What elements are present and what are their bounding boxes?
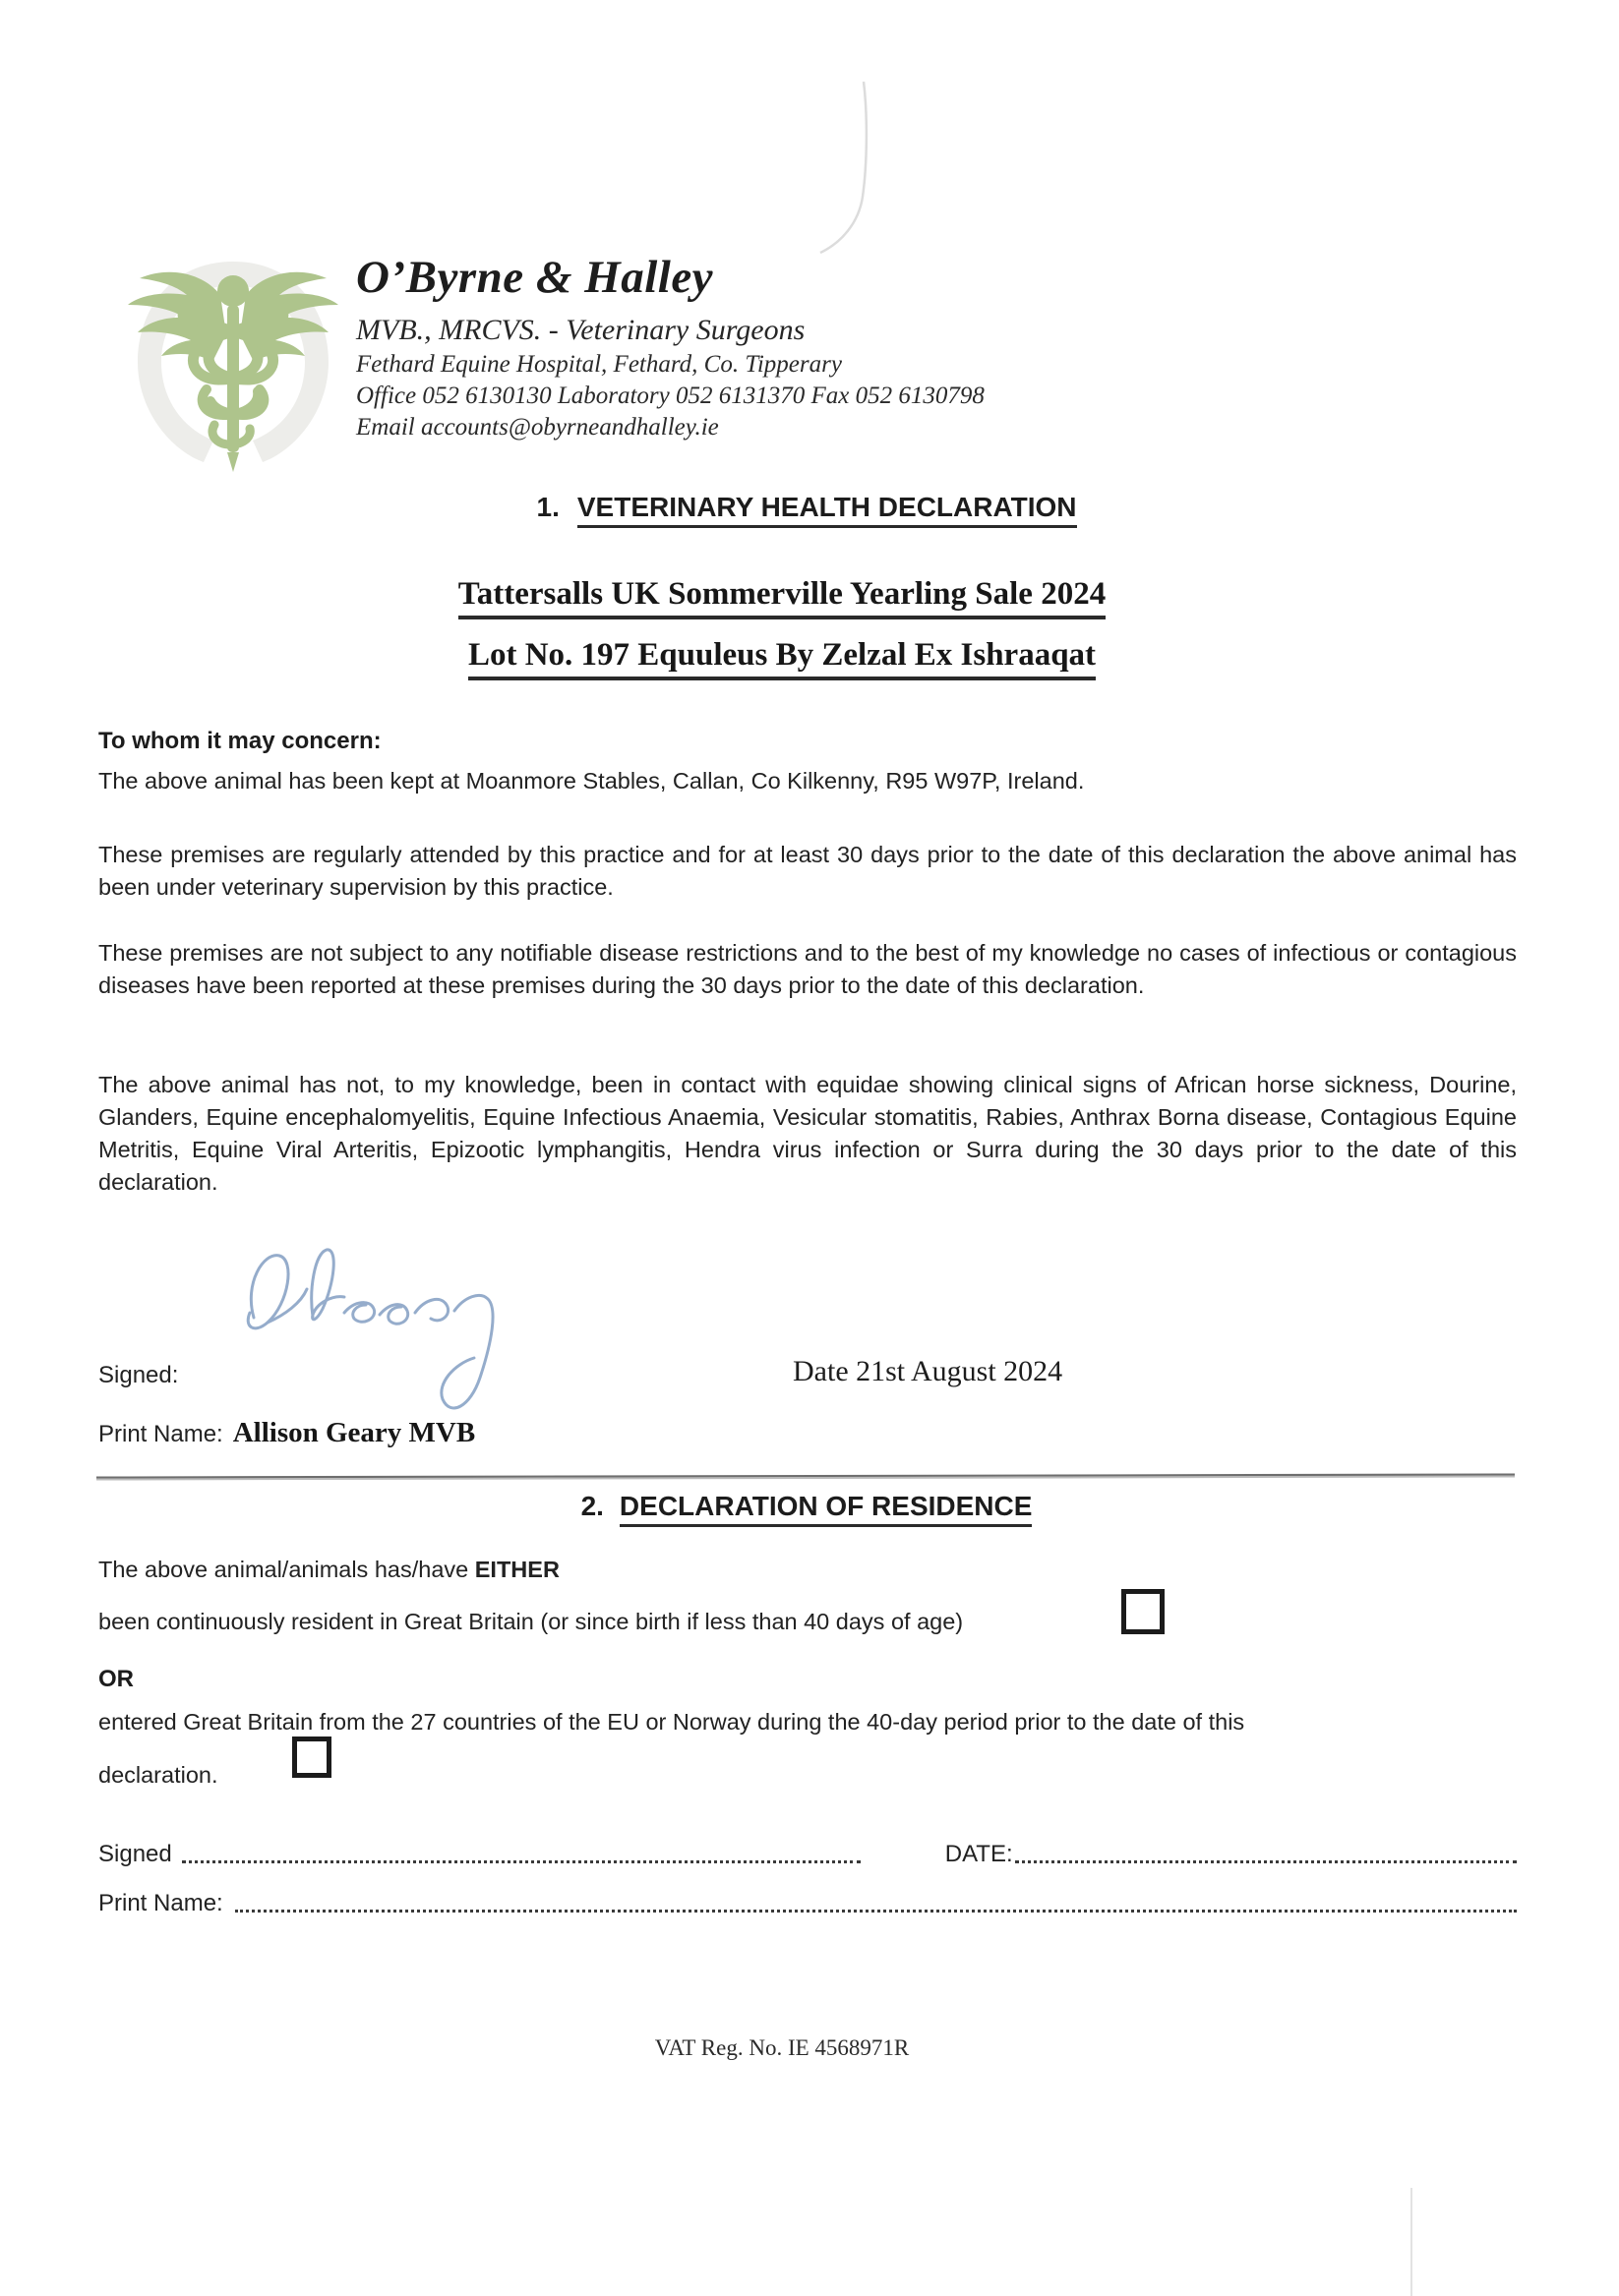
section2-heading: DECLARATION OF RESIDENCE <box>620 1491 1033 1527</box>
print-name-row <box>98 1417 475 1449</box>
or-label: OR <box>98 1666 134 1692</box>
signature-line-row <box>98 1841 1517 1868</box>
lot-title: Lot No. 197 Equuleus By Zelzal Ex Ishraaqat <box>98 637 1466 674</box>
practice-phones: Office 052 6130130 Laboratory 052 6131370 Fax 052 6130798 <box>356 383 985 410</box>
print-name-label: Print Name: <box>98 1421 223 1447</box>
section1-heading: VETERINARY HEALTH DECLARATION <box>577 492 1077 528</box>
salutation: To whom it may concern: <box>98 728 382 754</box>
practice-email: Email accounts@obyrneandhalley.ie <box>356 414 719 442</box>
signature-line[interactable] <box>182 1859 861 1863</box>
residence-option1-text: been continuously resident in Great Britain (or since birth if less than 40 days of age) <box>98 1609 964 1634</box>
section2-heading-row <box>98 1491 1515 1522</box>
date2-label: DATE: <box>944 1841 1013 1867</box>
either-label: EITHER <box>474 1557 560 1582</box>
paragraph-no-contact: The above animal has not, to my knowledge, been in contact with equidae showing clinical signs of African horse sickness, Dourine, Glanders, Equine encephalomyelitis, Equine Infectious Anaemia, Vesicular stomatitis, Rabies, Anthrax Borna disease, Contagious Equine Metritis, Equine Viral Arteritis, Epizootic lymphangitis, Hendra virus infection or Surra during the 30 days prior to the date of this declaration. <box>98 1072 1517 1195</box>
date-line[interactable] <box>1015 1859 1517 1863</box>
section-divider <box>96 1473 1515 1480</box>
date-value: Date 21st August 2024 <box>793 1355 1063 1387</box>
residence-checkbox-entered-gb[interactable] <box>292 1737 331 1778</box>
residence-intro: The above animal/animals has/have EITHER <box>98 1557 560 1582</box>
print-name-line[interactable] <box>235 1909 1517 1913</box>
sale-title: Tattersalls UK Sommerville Yearling Sale 2024 <box>98 576 1466 613</box>
caduceus-logo-icon <box>110 244 356 475</box>
scan-artifact-line <box>1410 2188 1412 2296</box>
letterhead <box>356 254 1104 442</box>
scan-artifact-curve <box>807 74 885 261</box>
residence-option2-text-cont: declaration. <box>98 1762 218 1788</box>
vat-registration: VAT Reg. No. IE 4568971R <box>654 2035 910 2060</box>
signed-label: Signed: <box>98 1362 179 1388</box>
paragraph-kept-at: The above animal has been kept at Moanmore Stables, Callan, Co Kilkenny, R95 W97P, Ireland. <box>98 768 1085 794</box>
practice-address: Fethard Equine Hospital, Fethard, Co. Tipperary <box>356 351 842 379</box>
practice-name: O’Byrne & Halley <box>356 252 714 303</box>
signed2-label: Signed <box>98 1841 172 1867</box>
signature-image <box>207 1224 600 1431</box>
section1-number: 1. <box>536 492 560 522</box>
print-name-line-row <box>98 1890 1517 1917</box>
paragraph-premises-attended: These premises are regularly attended by this practice and for at least 30 days prior to the date of this declaration the above animal has been under veterinary supervision by this practice. <box>98 842 1517 900</box>
section1-heading-row <box>98 492 1515 523</box>
print-name2-label: Print Name: <box>98 1890 223 1916</box>
paragraph-no-restrictions: These premises are not subject to any notifiable disease restrictions and to the best of my knowledge no cases of infectious or contagious diseases have been reported at these premises during the 30 days prior to the date of this declaration. <box>98 940 1517 998</box>
print-name-value: Allison Geary MVB <box>232 1417 476 1448</box>
section2-number: 2. <box>580 1491 604 1521</box>
residence-checkbox-resident-gb[interactable] <box>1121 1589 1165 1634</box>
practice-qualifications: MVB., MRCVS. - Veterinary Surgeons <box>356 314 806 347</box>
residence-option2-text: entered Great Britain from the 27 countries of the EU or Norway during the 40-day period prior to the date of this <box>98 1709 1245 1735</box>
